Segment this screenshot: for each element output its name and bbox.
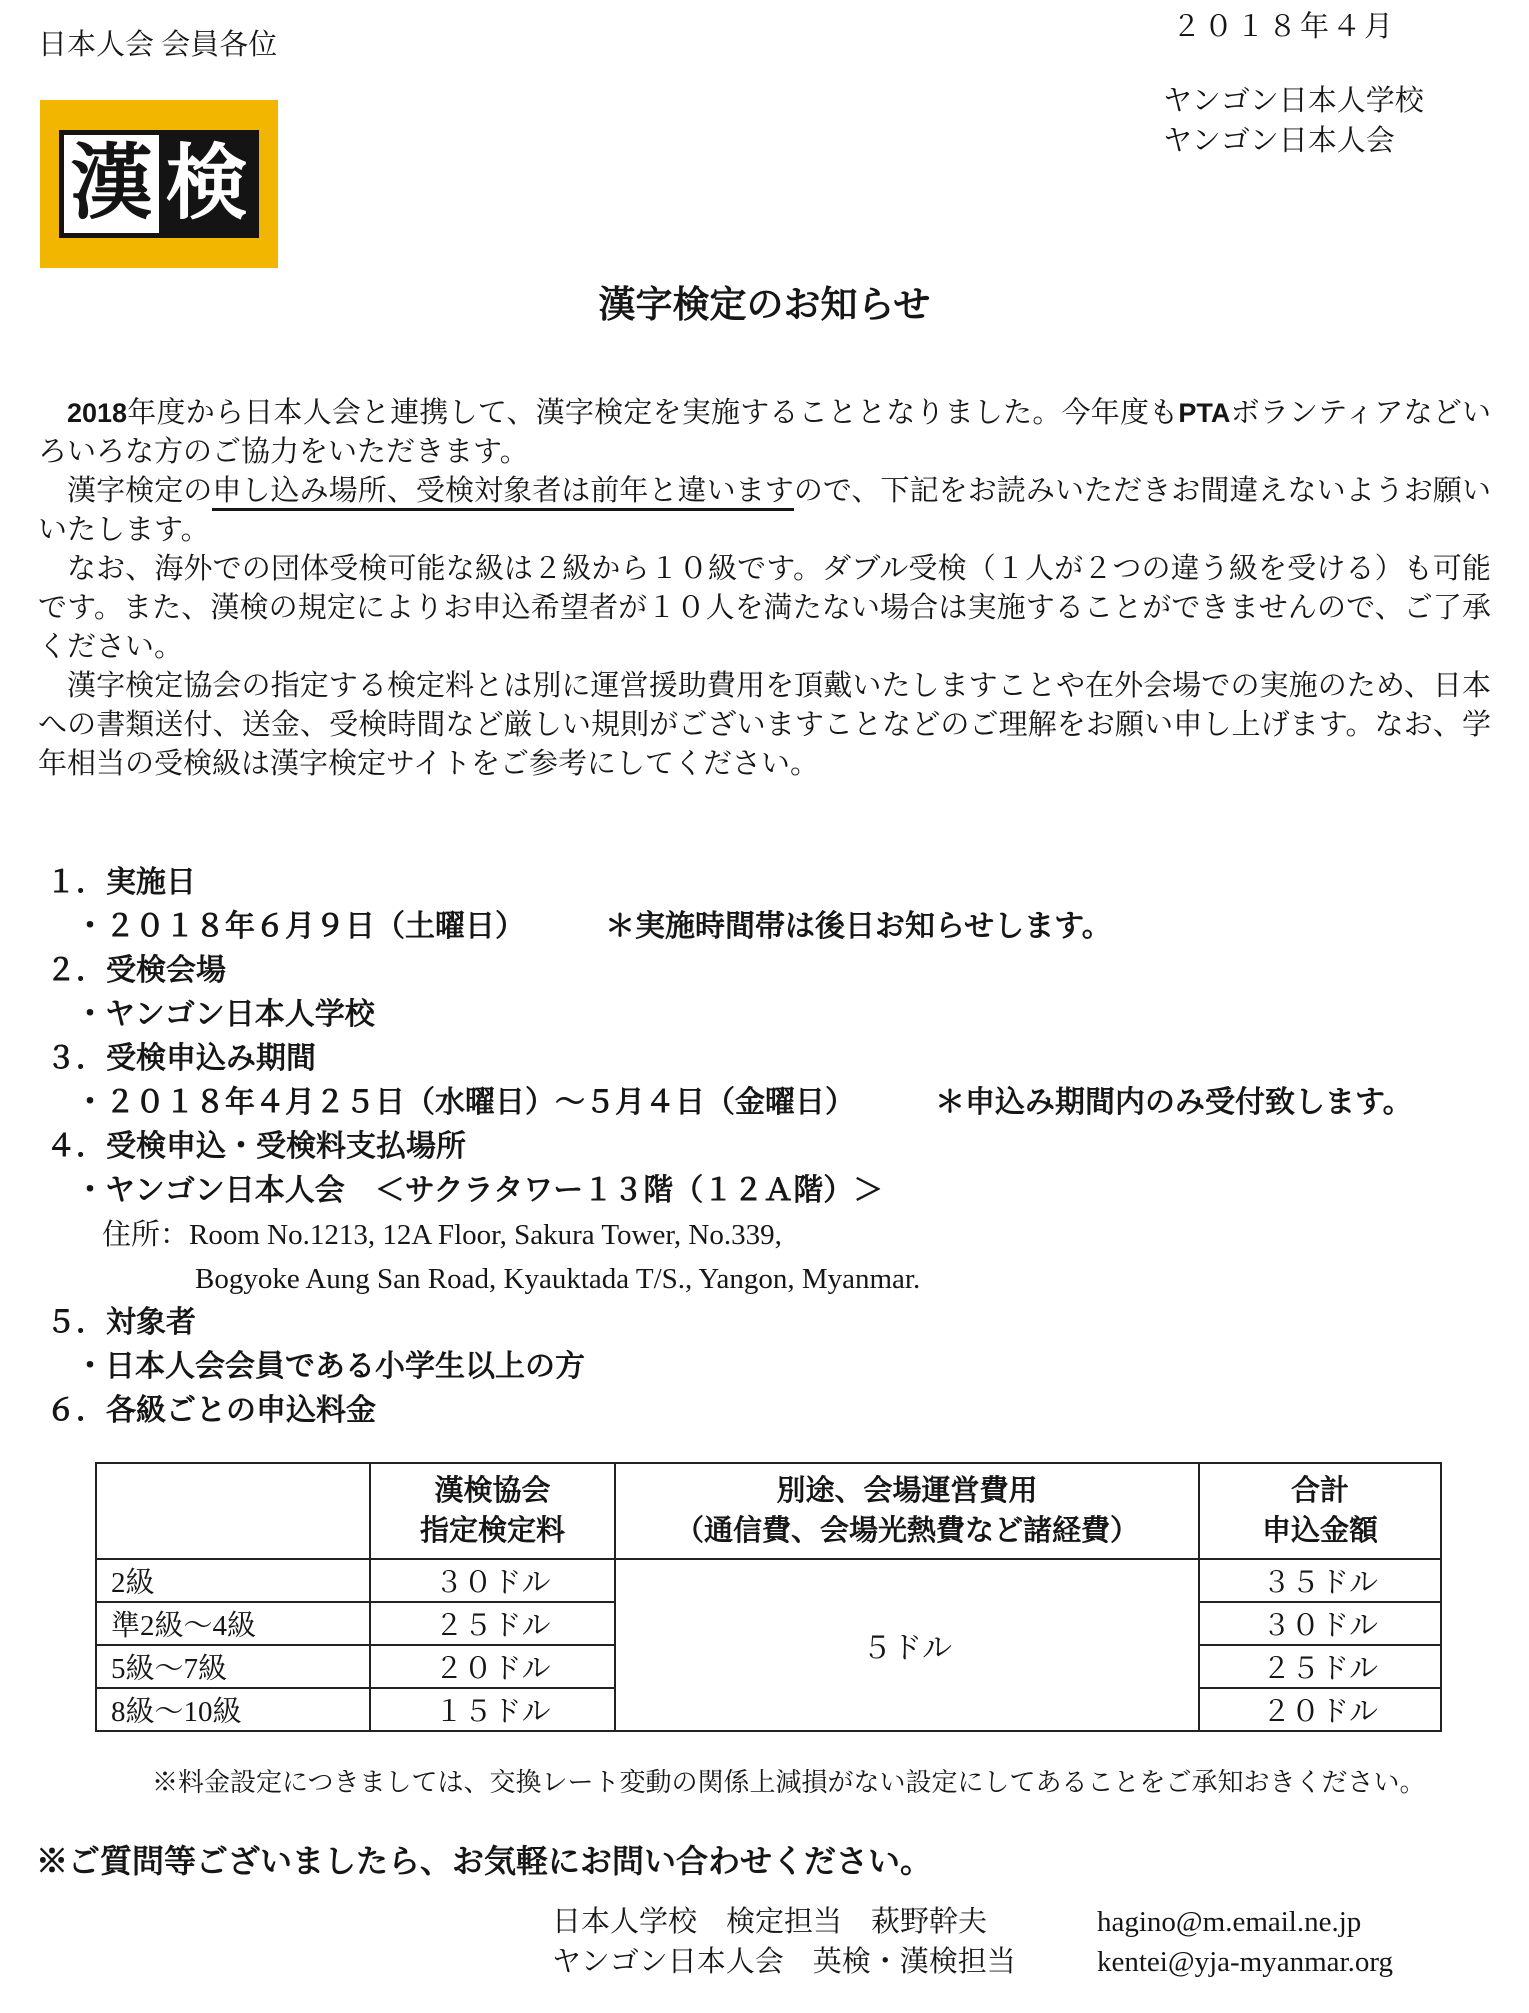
section-1-exam-date-item bbox=[38, 905, 1491, 949]
contact-footer bbox=[552, 1902, 1393, 1982]
contact-row-association bbox=[552, 1942, 1393, 1982]
year-2018-text: 2018 bbox=[67, 398, 128, 428]
section-5-eligibility-item: ・日本人会会員である小学生以上の方 bbox=[75, 1350, 585, 1383]
total-header-line1: 合計 bbox=[1290, 1475, 1349, 1507]
total-cell: ２０ドル bbox=[1199, 1688, 1441, 1731]
underlined-warning-text: 申し込み場所、受検対象者は前年と違います bbox=[212, 475, 793, 511]
total-cell: ２５ドル bbox=[1199, 1645, 1441, 1688]
kanken-fee-cell: ３０ドル bbox=[370, 1559, 615, 1602]
fee-table-header-venue-fee-cell bbox=[615, 1463, 1199, 1559]
fee-setting-note: ※料金設定につきましては、交換レート変動の関係上減損がない設定にしてあることをご承知おきください。 bbox=[152, 1768, 1426, 1797]
section-2-venue-heading: ２．受検会場 bbox=[46, 954, 226, 987]
application-period-text: ・２０１８年４月２５日（水曜日）～５月４日（金曜日） bbox=[75, 1086, 855, 1119]
total-cell: ３５ドル bbox=[1199, 1559, 1441, 1602]
page-title: 漢字検定のお知らせ bbox=[598, 285, 931, 326]
kanken-fee-header-line2: 指定検定料 bbox=[419, 1515, 565, 1547]
info-list bbox=[38, 861, 1491, 1433]
kanken-logo-ken-character: 検 bbox=[159, 135, 254, 233]
sender-school: ヤンゴン日本人学校 bbox=[1163, 85, 1424, 117]
kanken-fee-header-line1: 漢検協会 bbox=[434, 1475, 551, 1507]
fee-table-header-row bbox=[96, 1463, 1441, 1559]
kanken-logo-kan-character: 漢 bbox=[64, 135, 159, 233]
exam-date-note: ＊実施時間帯は後日お知らせします。 bbox=[605, 910, 1112, 943]
paragraph-fees-rules: 漢字検定協会の指定する検定料とは別に運営援助費用を頂戴いたしますことや在外会場での実施のため、日本への書類送付、送金、受検時間など厳しい規則がございますことなどのご理解をお願い申し上げます。なお、学年相当の受検級は漢字検定サイトをご参考にしてください。 bbox=[38, 670, 1491, 780]
application-period-note: ＊申込み期間内のみ受付致します。 bbox=[935, 1086, 1413, 1119]
contact-email-association: kentei@yja-myanmar.org bbox=[1097, 1946, 1393, 1978]
kanken-fee-cell: １５ドル bbox=[370, 1688, 615, 1731]
section-4-payment-place-heading: ４．受検申込・受検料支払場所 bbox=[46, 1130, 466, 1163]
address-line-2: Bogyoke Aung San Road, Kyauktada T/S., Yangon, Myanmar. bbox=[195, 1263, 921, 1295]
total-cell: ３０ドル bbox=[1199, 1602, 1441, 1645]
fee-table-row-grade2 bbox=[96, 1559, 1441, 1602]
paragraph-notice-tail: ので、下記をお読みいただきお間違えないようお願いいたします。 bbox=[38, 475, 1491, 546]
venue-fee-merged-cell: ５ドル bbox=[615, 1559, 1199, 1731]
grade-cell: 準2級～4級 bbox=[96, 1602, 370, 1645]
address-line-1: 住所：Room No.1213, 12A Floor, Sakura Tower, No.339, bbox=[102, 1219, 782, 1251]
kanken-fee-cell: ２５ドル bbox=[370, 1602, 615, 1645]
fee-table-header-grade-cell bbox=[96, 1463, 370, 1559]
grade-cell: 5級～7級 bbox=[96, 1645, 370, 1688]
fee-table bbox=[95, 1462, 1442, 1732]
document-date: ２０１８年４月 bbox=[1172, 11, 1397, 43]
kanken-logo-box bbox=[59, 130, 259, 238]
section-3-application-period-heading: ３．受検申込み期間 bbox=[46, 1042, 316, 1075]
grade-cell: 2級 bbox=[96, 1559, 370, 1602]
sender-association: ヤンゴン日本人会 bbox=[1163, 125, 1395, 157]
paragraph-levels: なお、海外での団体受検可能な級は２級から１０級です。ダブル受検（１人が２つの違う級を受ける）も可能です。また、漢検の規定によりお申込希望者が１０人を満たない場合は実施することができませんので、ご了承ください。 bbox=[38, 553, 1491, 663]
venue-fee-header-line1: 別途、会場運営費用 bbox=[776, 1475, 1038, 1507]
paragraph-intro bbox=[38, 394, 1491, 472]
contact-role-school: 日本人学校 検定担当 萩野幹夫 bbox=[552, 1906, 988, 1938]
contact-email-school: hagino@m.email.ne.jp bbox=[1097, 1906, 1362, 1938]
body-paragraphs bbox=[38, 394, 1491, 784]
recipient-line: 日本人会 会員各位 bbox=[38, 29, 278, 61]
section-6-fees-heading: ６．各級ごとの申込料金 bbox=[46, 1394, 376, 1427]
section-3-application-period-item bbox=[38, 1081, 1491, 1125]
pta-text: PTA bbox=[1178, 398, 1231, 428]
question-contact-note: ※ご質問等ございましたら、お気軽にお問い合わせください。 bbox=[36, 1843, 933, 1879]
paragraph-intro-text: 年度から日本人会と連携して、漢字検定を実施することとなりました。今年度も bbox=[127, 397, 1179, 429]
contact-role-association: ヤンゴン日本人会 英検・漢検担当 bbox=[552, 1946, 1016, 1978]
total-header-line2: 申込金額 bbox=[1261, 1515, 1378, 1547]
section-4-payment-place-item: ・ヤンゴン日本人会 ＜サクラタワー１３階（１２Ａ階）＞ bbox=[75, 1174, 884, 1207]
kanken-logo bbox=[40, 100, 278, 268]
exam-date-text: ・２０１８年６月９日（土曜日） bbox=[75, 910, 525, 943]
kanken-fee-cell: ２０ドル bbox=[370, 1645, 615, 1688]
paragraph-intro-tail: ボランティアなどいろいろな方のご協力をいただきます。 bbox=[38, 397, 1492, 468]
section-1-exam-date-heading: １．実施日 bbox=[46, 866, 196, 899]
paragraph-notice-lead: 漢字検定の bbox=[67, 475, 213, 507]
paragraph-notice bbox=[38, 472, 1491, 550]
section-2-venue-item: ・ヤンゴン日本人学校 bbox=[75, 998, 375, 1031]
fee-table-header-kanken-fee-cell bbox=[370, 1463, 615, 1559]
section-5-eligibility-heading: ５．対象者 bbox=[46, 1306, 196, 1339]
venue-fee-header-line2: （通信費、会場光熱費など諸経費） bbox=[674, 1515, 1139, 1547]
grade-cell: 8級～10級 bbox=[96, 1688, 370, 1731]
contact-row-school bbox=[552, 1902, 1393, 1942]
fee-table-header-total-cell bbox=[1199, 1463, 1441, 1559]
